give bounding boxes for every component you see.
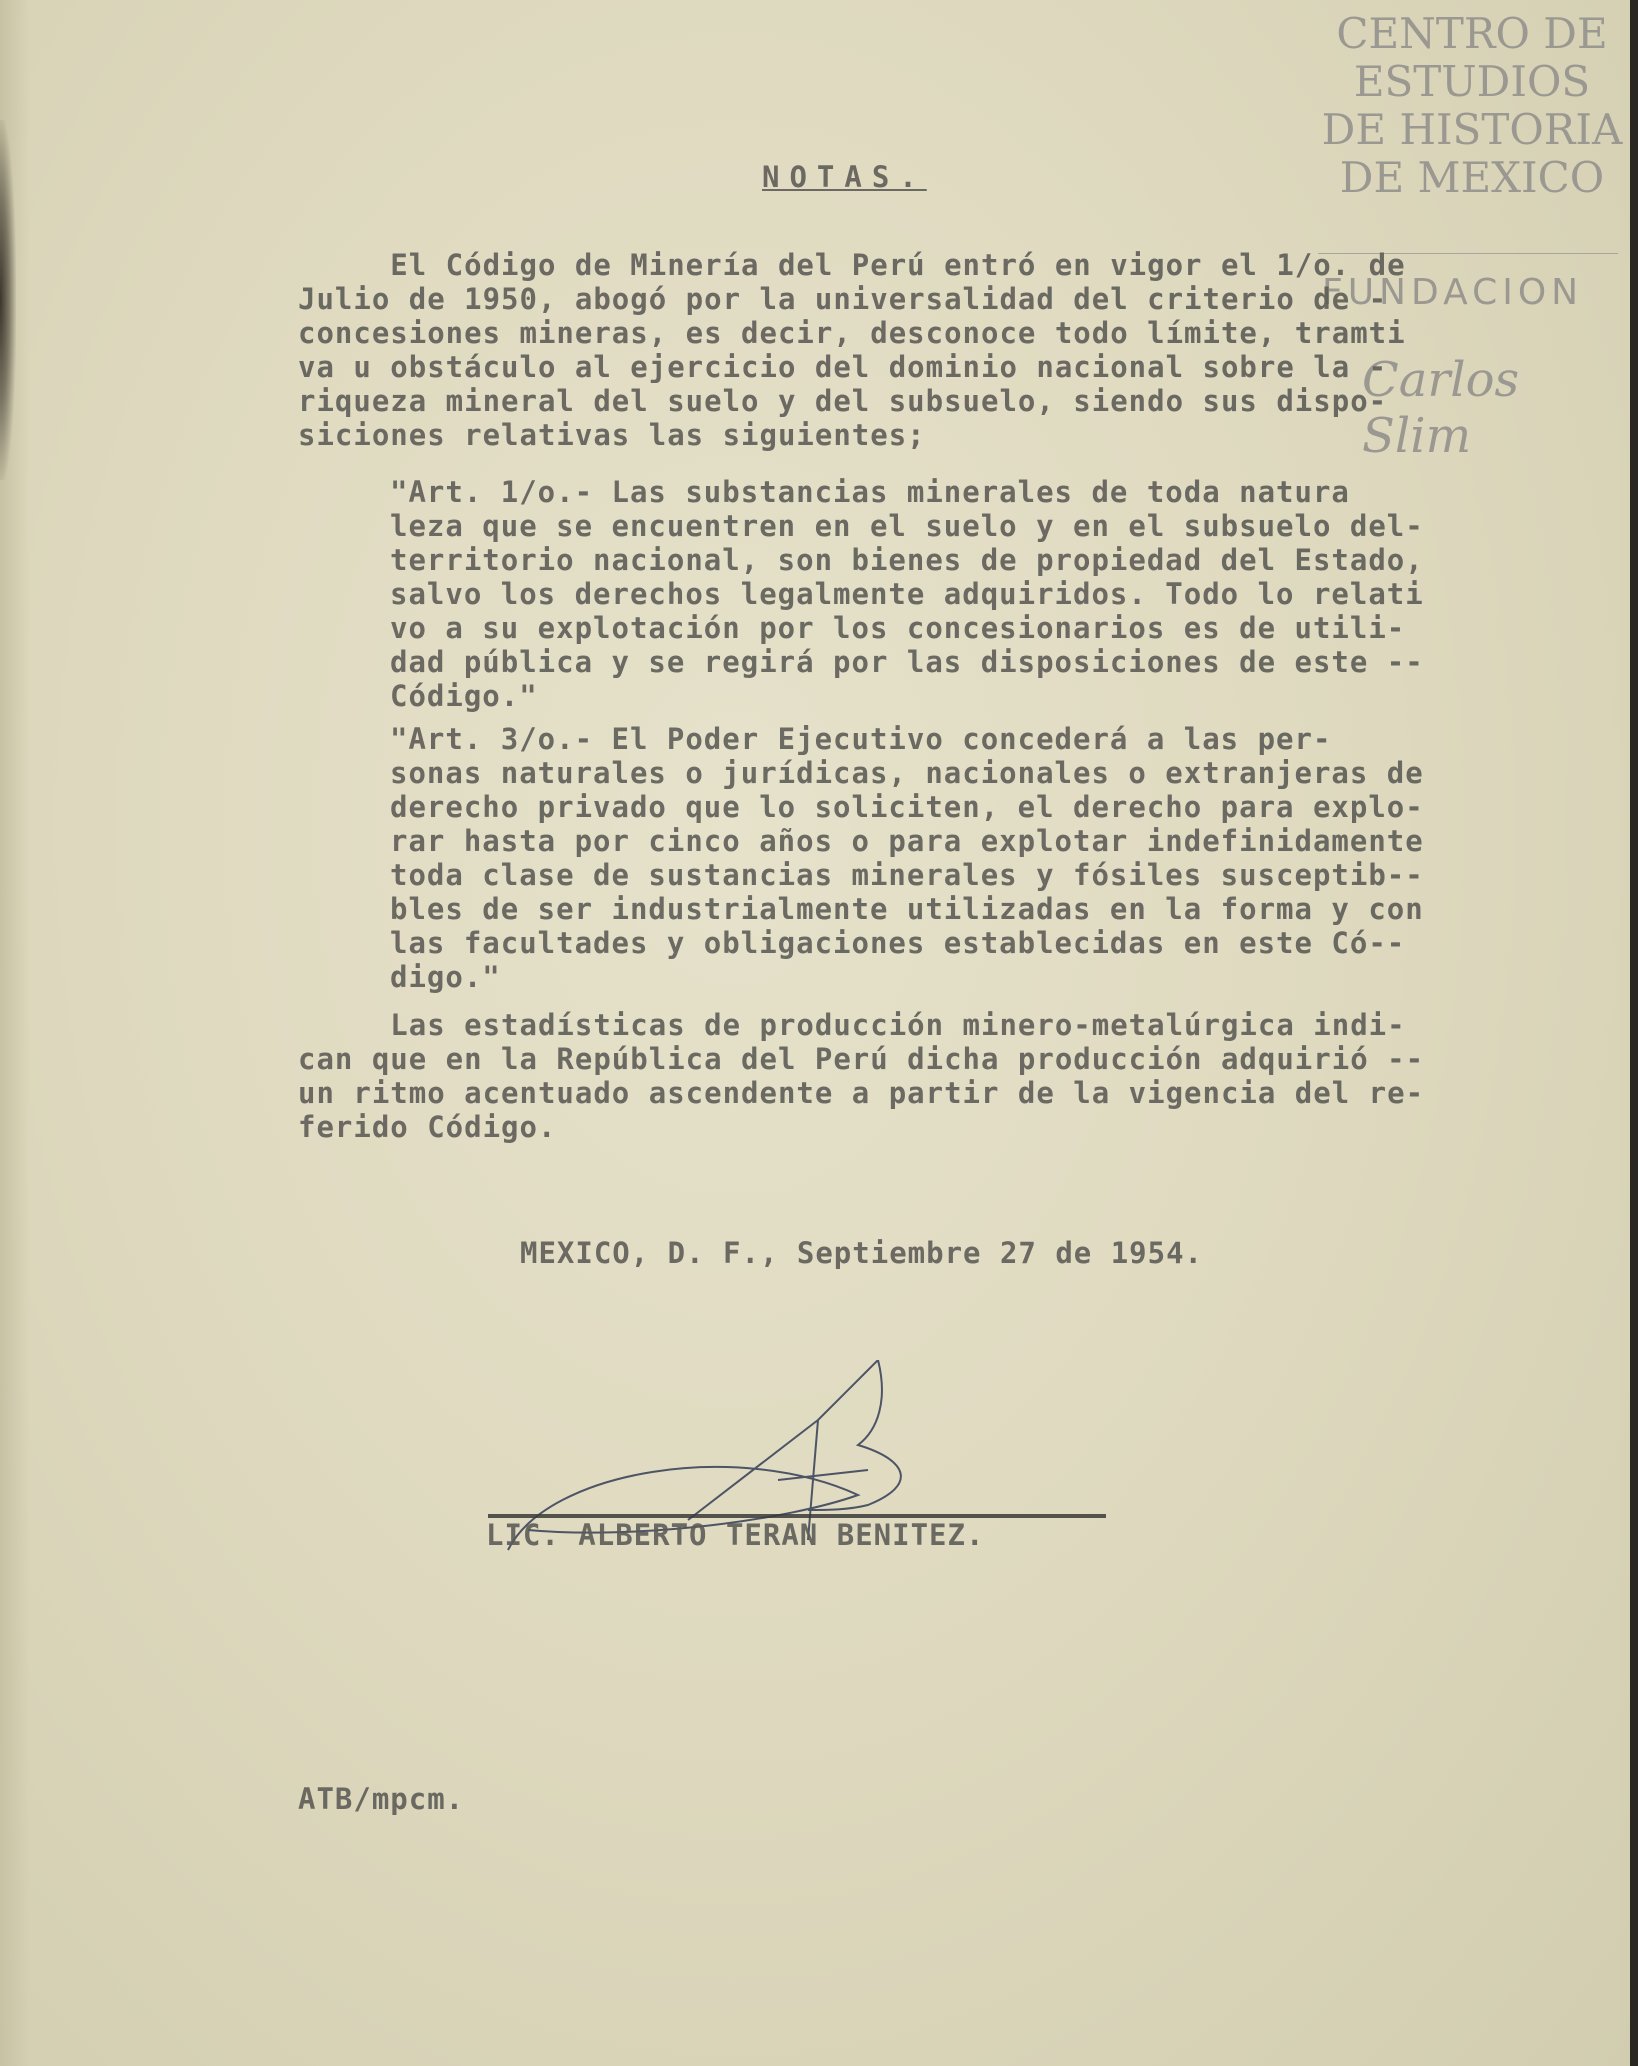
- page-edge-damage: [0, 120, 16, 480]
- watermark-line: CENTRO DE: [1336, 9, 1608, 58]
- signer-name: LIC. ALBERTO TERAN BENITEZ.: [486, 1518, 985, 1552]
- watermark-line: ESTUDIOS: [1353, 57, 1591, 106]
- archive-watermark: [1312, 10, 1630, 202]
- page-title: NOTAS.: [762, 160, 927, 194]
- watermark-line: DE MEXICO: [1339, 153, 1605, 202]
- intro-paragraph: El Código de Minería del Perú entró en vigor el 1/o. de Julio de 1950, abogó por la universalidad del criterio de - concesiones mineras, es decir, desconoce todo límite, tramti va u obstáculo al ejercicio del dominio nacional sobre la - riqueza mineral del suelo y del subsuelo, siendo sus dispo- siciones relativas las siguientes;: [298, 248, 1406, 452]
- dateline: MEXICO, D. F., Septiembre 27 de 1954.: [520, 1236, 1204, 1270]
- watermark-slim: Carlos Slim: [1362, 352, 1520, 464]
- watermark-line: DE HISTORIA: [1321, 105, 1623, 154]
- watermark-fundacion: FUNDACION: [1322, 272, 1584, 313]
- quote-article-3: "Art. 3/o.- El Poder Ejecutivo concederá a las per- sonas naturales o jurídicas, nacionales o extranjeras de derecho privado que lo soliciten, el derecho para explo- rar hasta por cinco años o para explotar indefinidamente toda clase de sustancias minerales y fósiles susceptib-- bles de ser industrialmente utilizadas en la forma y con las facultades y obligaciones establecidas en este Có-- digo.": [390, 722, 1424, 994]
- quote-article-1: "Art. 1/o.- Las substancias minerales de toda natura leza que se encuentren en el suelo y en el subsuelo del- territorio nacional, son bienes de propiedad del Estado, salvo los derechos legalmente adquiridos. Todo lo relati vo a su explotación por los concesionarios es de utili- dad pública y se regirá por las disposiciones de este -- Código.": [390, 475, 1424, 713]
- reference-initials: ATB/mpcm.: [298, 1782, 465, 1816]
- statistics-paragraph: Las estadísticas de producción minero-metalúrgica indi- can que en la República del Perú dicha producción adquirió -- un ritmo acentuado ascendente a partir de la vigencia del re- ferido Código.: [298, 1008, 1425, 1144]
